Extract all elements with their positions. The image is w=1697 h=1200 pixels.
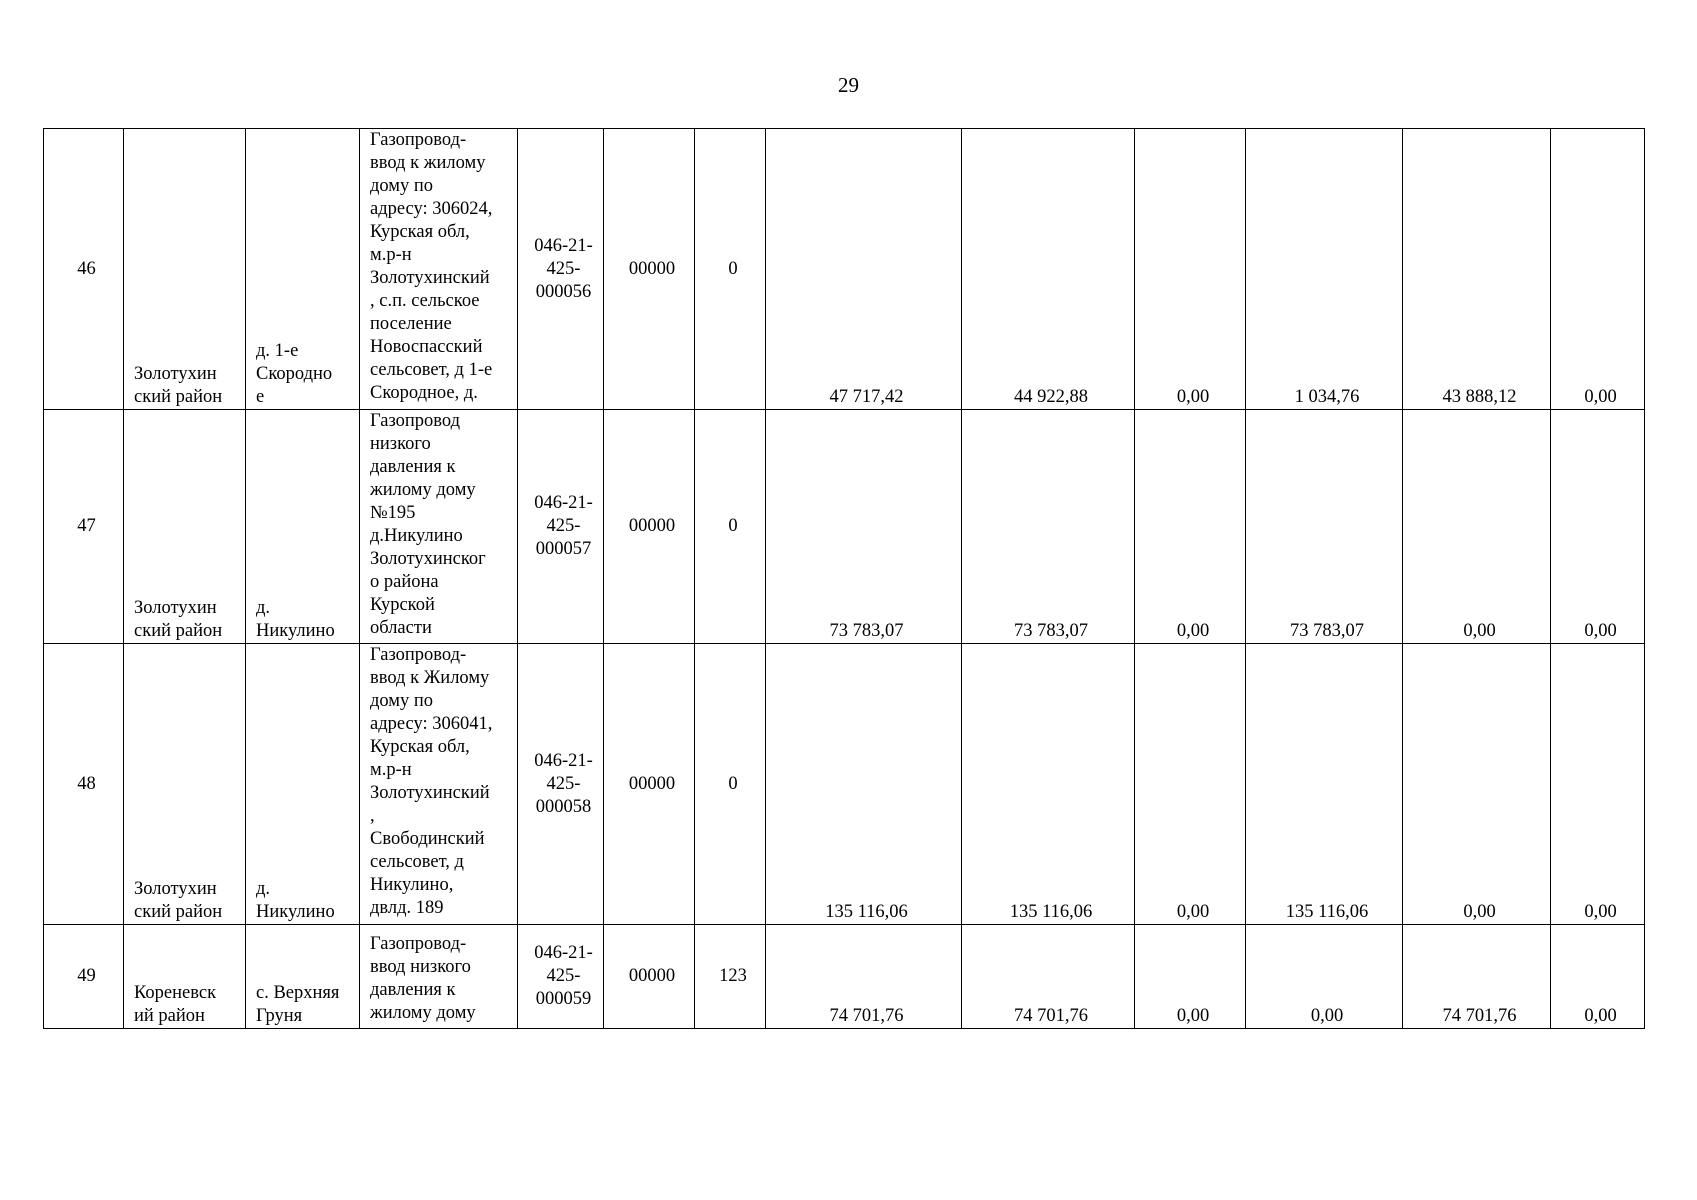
row-number: 48 [44, 644, 124, 925]
value-cell-2: 73 783,07 [962, 410, 1135, 644]
value-cell-2: 135 116,06 [962, 644, 1135, 925]
district-cell: Золотухин ский район [124, 644, 246, 925]
settlement-cell: д. 1-е Скородно е [246, 129, 360, 410]
value-cell-4: 73 783,07 [1246, 410, 1403, 644]
table-row [44, 925, 1645, 1029]
value-cell-5: 43 888,12 [1403, 129, 1551, 410]
district-cell: Кореневск ий район [124, 925, 246, 1029]
quantity-cell: 123 [695, 925, 766, 1029]
value-cell-4: 0,00 [1246, 925, 1403, 1029]
description-cell: Газопровод- ввод низкого давления к жилому дому [360, 925, 518, 1029]
value-cell-3: 0,00 [1135, 644, 1246, 925]
code-cell: 00000 [604, 129, 695, 410]
value-cell-4: 1 034,76 [1246, 129, 1403, 410]
quantity-cell: 0 [695, 410, 766, 644]
value-cell-1: 135 116,06 [766, 644, 962, 925]
cadastral-code-cell: 046-21- 425- 000058 [518, 644, 604, 925]
value-cell-3: 0,00 [1135, 129, 1246, 410]
value-cell-1: 74 701,76 [766, 925, 962, 1029]
value-cell-5: 74 701,76 [1403, 925, 1551, 1029]
value-cell-1: 47 717,42 [766, 129, 962, 410]
quantity-cell: 0 [695, 129, 766, 410]
page-number: 29 [838, 73, 859, 97]
value-cell-2: 74 701,76 [962, 925, 1135, 1029]
description-cell: Газопровод- ввод к Жилому дому по адресу: 306041, Курская обл, м.р-н Золотухинский , Свободинский сельсовет, д Никулино, двлд. 189 [360, 644, 518, 925]
district-cell: Золотухин ский район [124, 129, 246, 410]
code-cell: 00000 [604, 925, 695, 1029]
value-cell-5: 0,00 [1403, 644, 1551, 925]
row-number: 47 [44, 410, 124, 644]
code-cell: 00000 [604, 410, 695, 644]
row-number: 46 [44, 129, 124, 410]
settlement-cell: д. Никулино [246, 644, 360, 925]
description-cell: Газопровод низкого давления к жилому дому №195 д.Никулино Золотухинског о района Курской области [360, 410, 518, 644]
quantity-cell: 0 [695, 644, 766, 925]
value-cell-6: 0,00 [1551, 644, 1645, 925]
cadastral-code-cell: 046-21- 425- 000059 [518, 925, 604, 1029]
code-cell: 00000 [604, 644, 695, 925]
table-row [44, 410, 1645, 644]
value-cell-4: 135 116,06 [1246, 644, 1403, 925]
value-cell-1: 73 783,07 [766, 410, 962, 644]
description-cell: Газопровод- ввод к жилому дому по адресу: 306024, Курская обл, м.р-н Золотухинский , с.п. сельское поселение Новоспасский сельсовет, д 1-е Скородное, д. [360, 129, 518, 410]
district-cell: Золотухин ский район [124, 410, 246, 644]
value-cell-2: 44 922,88 [962, 129, 1135, 410]
settlement-cell: д. Никулино [246, 410, 360, 644]
cadastral-code-cell: 046-21- 425- 000056 [518, 129, 604, 410]
cadastral-code-cell: 046-21- 425- 000057 [518, 410, 604, 644]
table-row [44, 129, 1645, 410]
table-row [44, 644, 1645, 925]
value-cell-6: 0,00 [1551, 925, 1645, 1029]
settlement-cell: с. Верхняя Груня [246, 925, 360, 1029]
value-cell-3: 0,00 [1135, 925, 1246, 1029]
value-cell-6: 0,00 [1551, 410, 1645, 644]
value-cell-5: 0,00 [1403, 410, 1551, 644]
assets-table [43, 128, 1645, 1029]
value-cell-3: 0,00 [1135, 410, 1246, 644]
value-cell-6: 0,00 [1551, 129, 1645, 410]
row-number: 49 [44, 925, 124, 1029]
